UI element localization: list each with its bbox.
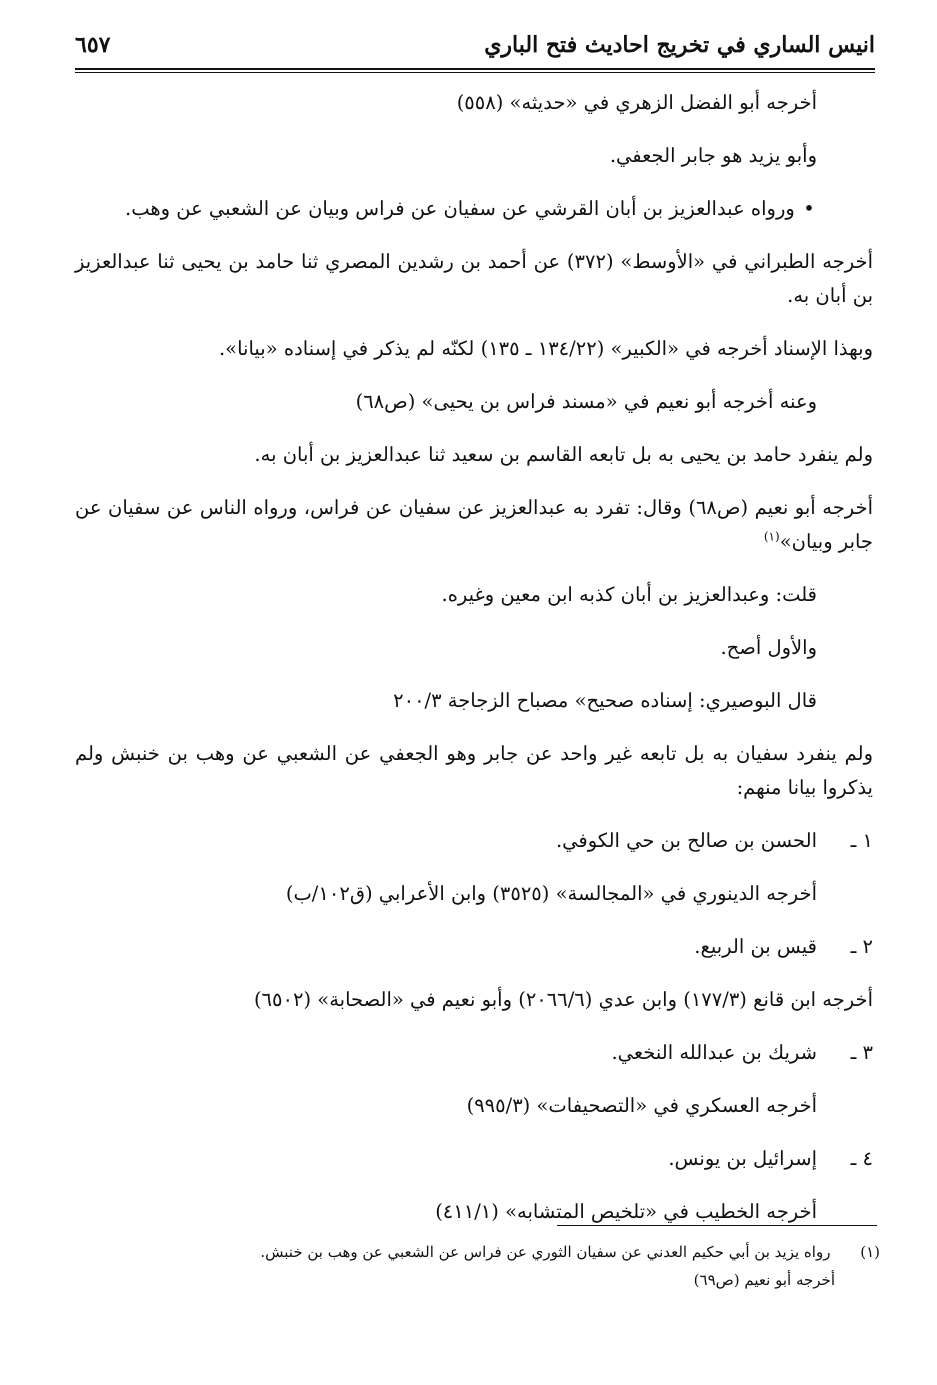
- paragraph: قال البوصيري: إسناده صحيح» مصباح الزجاجة ٢٠٠/٣: [393, 689, 817, 712]
- narrator-name: إسرائيل بن يونس.: [668, 1147, 817, 1170]
- running-header-title: انيس الساري في تخريج احاديث فتح الباري: [484, 32, 875, 58]
- paragraph: وأبو يزيد هو جابر الجعفي.: [609, 144, 817, 167]
- footnote-number: (١): [860, 1243, 880, 1261]
- footnotes: [75, 1238, 880, 1294]
- list-item: [75, 824, 873, 858]
- list-number: ٤ ـ: [850, 1147, 873, 1170]
- paragraph-text: أخرجه أبو نعيم (ص٦٨) وقال: تفرد به عبدالعزيز عن سفيان عن فراس، ورواه الناس عن سفيان عن جابر وبيان»: [75, 496, 873, 553]
- paragraph: أخرجه الطبراني في «الأوسط» (٣٧٢) عن أحمد بن رشدين المصري ثنا حامد بن يحيى ثنا عبدالعزيز بن أبان به.: [75, 250, 873, 307]
- paragraph: والأول أصح.: [720, 636, 817, 659]
- page-number: ٦٥٧: [75, 32, 111, 58]
- list-number: ٣ ـ: [850, 1041, 873, 1064]
- footnote-reference[interactable]: (١): [763, 529, 780, 544]
- paragraph: [75, 491, 873, 559]
- narrator-name: الحسن بن صالح بن حي الكوفي.: [555, 829, 817, 852]
- paragraph-text: ورواه عبدالعزيز بن أبان القرشي عن سفيان عن فراس وبيان عن الشعبي عن وهب.: [125, 197, 795, 220]
- footnote: [75, 1238, 880, 1266]
- list-item-source: أخرجه العسكري في «التصحيفات» (٩٩٥/٣): [466, 1094, 817, 1117]
- header-divider: [75, 68, 875, 73]
- footnote-divider: [557, 1225, 877, 1226]
- running-header: [75, 28, 875, 66]
- footnote-continuation: أخرجه أبو نعيم (ص٦٩): [693, 1271, 835, 1289]
- paragraph: ولم ينفرد سفيان به بل تابعه غير واحد عن جابر وهو الجعفي عن الشعبي عن وهب بن خنبش ولم يذكروا بيانا منهم:: [75, 742, 873, 799]
- list-item: [75, 1036, 873, 1070]
- narrator-name: قيس بن الربيع.: [694, 935, 817, 958]
- list-item-source: أخرجه الخطيب في «تلخيص المتشابه» (٤١١/١): [435, 1200, 817, 1223]
- main-text: [75, 86, 873, 1248]
- paragraph: ولم ينفرد حامد بن يحيى به بل تابعه القاسم بن سعيد ثنا عبدالعزيز بن أبان به.: [254, 443, 873, 466]
- paragraph: وبهذا الإسناد أخرجه في «الكبير» (١٣٤/٢٢ ـ ١٣٥) لكنّه لم يذكر في إسناده «بيانا».: [218, 337, 873, 360]
- paragraph: أخرجه أبو الفضل الزهري في «حديثه» (٥٥٨): [456, 91, 817, 114]
- footnote-text: رواه يزيد بن أبي حكيم العدني عن سفيان الثوري عن فراس عن الشعبي عن وهب بن خنبش.: [260, 1243, 831, 1261]
- list-number: ١ ـ: [850, 829, 873, 852]
- list-item-source: أخرجه ابن قانع (١٧٧/٣) وابن عدي (٢٠٦٦/٦) وأبو نعيم في «الصحابة» (٦٥٠٢): [253, 988, 873, 1011]
- list-item-source: أخرجه الدينوري في «المجالسة» (٣٥٢٥) وابن الأعرابي (ق١٠٢/ب): [285, 882, 817, 905]
- list-item: [75, 1142, 873, 1176]
- narrator-name: شريك بن عبدالله النخعي.: [611, 1041, 817, 1064]
- paragraph: قلت: وعبدالعزيز بن أبان كذبه ابن معين وغيره.: [441, 583, 817, 606]
- list-item: [75, 930, 873, 964]
- paragraph: وعنه أخرجه أبو نعيم في «مسند فراس بن يحيى» (ص٦٨): [355, 390, 817, 413]
- list-number: ٢ ـ: [850, 935, 873, 958]
- bullet-marker: •: [803, 197, 815, 220]
- paragraph: [75, 192, 873, 226]
